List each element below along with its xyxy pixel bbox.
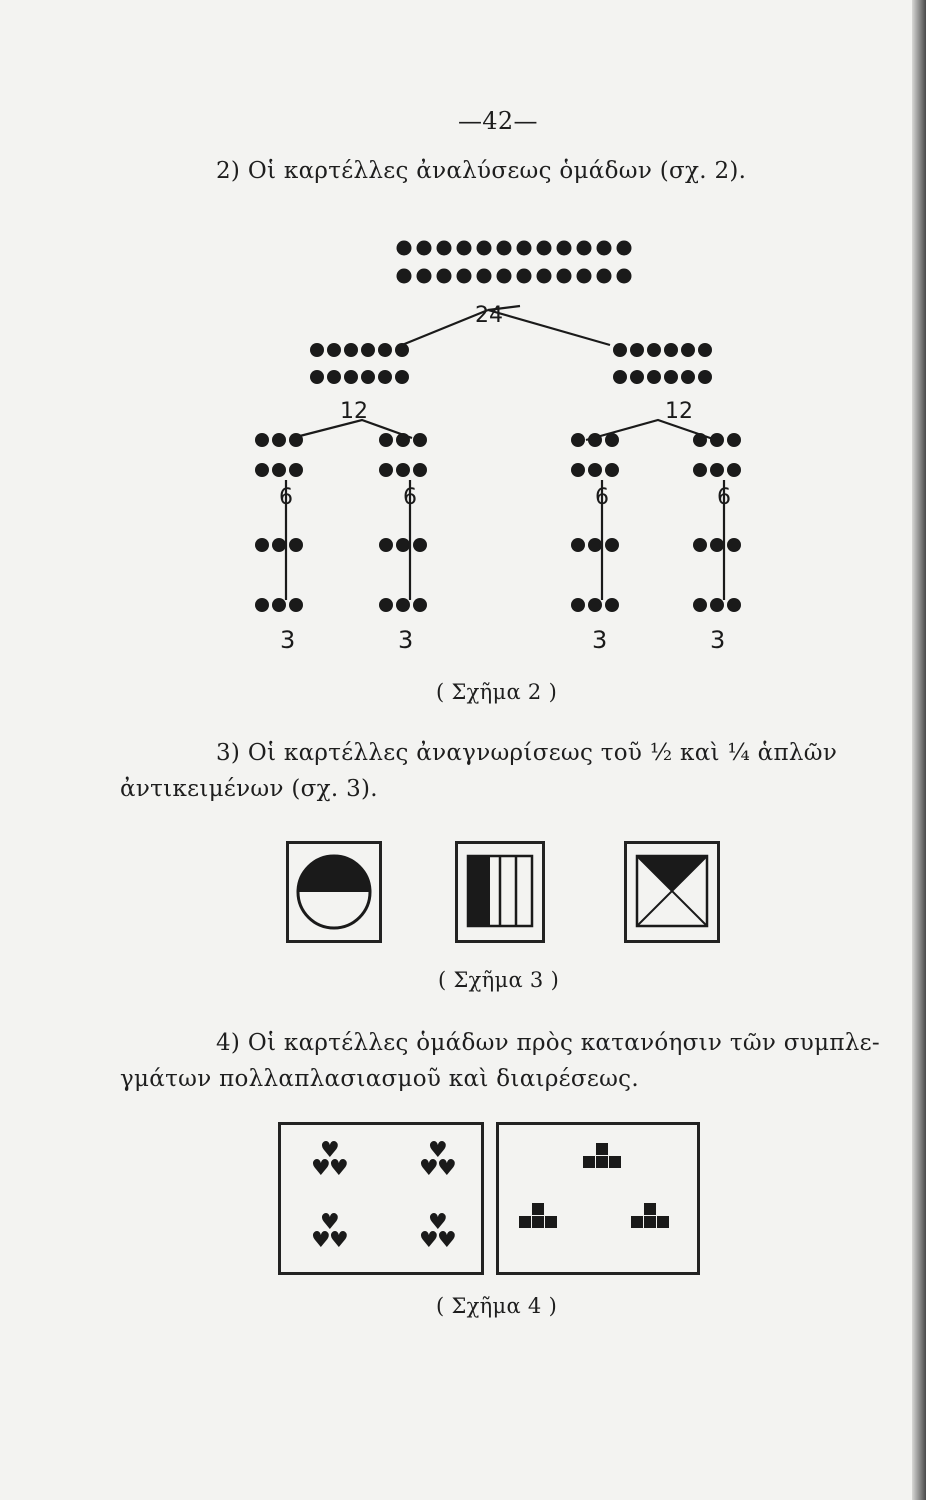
block-icon bbox=[545, 1216, 557, 1228]
dot bbox=[497, 269, 512, 284]
quarter-square-icon bbox=[627, 844, 717, 940]
block-icon bbox=[596, 1143, 608, 1155]
label-12-left: 12 bbox=[340, 399, 368, 424]
dot bbox=[647, 370, 661, 384]
label-3-c: 3 bbox=[592, 626, 608, 654]
section-4-line-1: 4) Οἱ καρτέλλες ὁμάδων πρὸς κατανόησιν τῶν συμπλε- bbox=[216, 1030, 880, 1056]
heart-icon: ♥ bbox=[329, 1156, 349, 1181]
dot bbox=[577, 241, 592, 256]
dot bbox=[413, 598, 427, 612]
dot bbox=[557, 241, 572, 256]
dot bbox=[517, 241, 532, 256]
dot bbox=[413, 538, 427, 552]
label-6-b: 6 bbox=[403, 485, 417, 510]
heart-icon: ♥ bbox=[320, 1210, 340, 1235]
quarter-bars-icon bbox=[458, 844, 542, 940]
page-number: —42— bbox=[458, 107, 538, 135]
heart-icon: ♥ bbox=[419, 1228, 439, 1253]
dot bbox=[272, 433, 286, 447]
dot bbox=[379, 598, 393, 612]
dot bbox=[605, 538, 619, 552]
figure-3-caption: ( Σχῆμα 3 ) bbox=[438, 968, 560, 992]
heart-icon: ♥ bbox=[437, 1156, 457, 1181]
dot bbox=[557, 269, 572, 284]
dot bbox=[272, 598, 286, 612]
label-6-a: 6 bbox=[279, 485, 293, 510]
heart-icon: ♥ bbox=[311, 1228, 331, 1253]
block-icon bbox=[532, 1203, 544, 1215]
dot bbox=[289, 538, 303, 552]
dot bbox=[693, 463, 707, 477]
dot bbox=[413, 463, 427, 477]
block-icon bbox=[596, 1156, 608, 1168]
block-icon bbox=[631, 1216, 643, 1228]
dot bbox=[396, 463, 410, 477]
dot bbox=[617, 269, 632, 284]
dot bbox=[727, 463, 741, 477]
dot bbox=[710, 433, 724, 447]
heart-icon: ♥ bbox=[437, 1228, 457, 1253]
dot bbox=[361, 343, 375, 357]
dot bbox=[310, 343, 324, 357]
label-12-right: 12 bbox=[665, 399, 693, 424]
dot bbox=[378, 370, 392, 384]
dot bbox=[396, 538, 410, 552]
dot bbox=[289, 598, 303, 612]
dot bbox=[397, 241, 412, 256]
heart-icon: ♥ bbox=[320, 1138, 340, 1163]
dot bbox=[289, 463, 303, 477]
dot bbox=[310, 370, 324, 384]
dot bbox=[571, 433, 585, 447]
half-circle-icon bbox=[289, 844, 379, 940]
dot bbox=[577, 269, 592, 284]
dot bbox=[437, 269, 452, 284]
dot bbox=[255, 538, 269, 552]
dot bbox=[605, 598, 619, 612]
dot bbox=[361, 370, 375, 384]
dot bbox=[647, 343, 661, 357]
dot bbox=[417, 269, 432, 284]
dot bbox=[396, 598, 410, 612]
section-3-line-2: ἀντικειμένων (σχ. 3). bbox=[120, 776, 378, 802]
block-icon bbox=[657, 1216, 669, 1228]
dot bbox=[537, 241, 552, 256]
section-4-line-2: γμάτων πολλαπλασιασμοῦ καὶ διαιρέσεως. bbox=[120, 1066, 639, 1092]
label-24: 24 bbox=[475, 303, 503, 328]
dot bbox=[379, 433, 393, 447]
dot bbox=[613, 343, 627, 357]
heart-groups bbox=[281, 1125, 481, 1272]
dot bbox=[630, 370, 644, 384]
dot bbox=[477, 241, 492, 256]
dot bbox=[588, 598, 602, 612]
dot bbox=[597, 241, 612, 256]
dot bbox=[630, 343, 644, 357]
dot bbox=[378, 343, 392, 357]
dot bbox=[395, 370, 409, 384]
dot bbox=[417, 241, 432, 256]
dot bbox=[344, 343, 358, 357]
dot bbox=[255, 463, 269, 477]
card-block-groups bbox=[496, 1122, 700, 1275]
dot bbox=[588, 538, 602, 552]
label-6-c: 6 bbox=[595, 485, 609, 510]
dot bbox=[344, 370, 358, 384]
dot bbox=[597, 269, 612, 284]
dot bbox=[571, 598, 585, 612]
dot bbox=[437, 241, 452, 256]
dot bbox=[698, 343, 712, 357]
label-3-a: 3 bbox=[280, 626, 296, 654]
dot bbox=[664, 370, 678, 384]
dot bbox=[497, 241, 512, 256]
section-3-line-1: 3) Οἱ καρτέλλες ἀναγνωρίσεως τοῦ ½ καὶ ¼ ἁπλῶν bbox=[216, 740, 838, 766]
dot bbox=[693, 598, 707, 612]
dot bbox=[613, 370, 627, 384]
block-icon bbox=[644, 1203, 656, 1215]
dot bbox=[681, 370, 695, 384]
label-3-d: 3 bbox=[710, 626, 726, 654]
dot bbox=[710, 463, 724, 477]
dot bbox=[457, 269, 472, 284]
dot bbox=[255, 433, 269, 447]
dot bbox=[272, 538, 286, 552]
figure-2-dots bbox=[255, 241, 741, 613]
block-icon bbox=[609, 1156, 621, 1168]
label-3-b: 3 bbox=[398, 626, 414, 654]
dot bbox=[397, 269, 412, 284]
heart-icon: ♥ bbox=[329, 1228, 349, 1253]
dot bbox=[588, 463, 602, 477]
dot bbox=[457, 241, 472, 256]
dot bbox=[327, 343, 341, 357]
dot bbox=[272, 463, 286, 477]
block-icon bbox=[644, 1216, 656, 1228]
dot bbox=[664, 343, 678, 357]
dot bbox=[537, 269, 552, 284]
dot bbox=[477, 269, 492, 284]
dot bbox=[327, 370, 341, 384]
dot bbox=[710, 538, 724, 552]
dot bbox=[727, 598, 741, 612]
dot bbox=[617, 241, 632, 256]
figure-4-caption: ( Σχῆμα 4 ) bbox=[436, 1294, 558, 1318]
dot bbox=[413, 433, 427, 447]
card-quarter-bars bbox=[455, 841, 545, 943]
dot bbox=[698, 370, 712, 384]
card-heart-groups bbox=[278, 1122, 484, 1275]
heart-icon: ♥ bbox=[419, 1156, 439, 1181]
dot bbox=[379, 463, 393, 477]
dot bbox=[255, 598, 269, 612]
card-quarter-square bbox=[624, 841, 720, 943]
dot bbox=[693, 538, 707, 552]
dot bbox=[395, 343, 409, 357]
heart-icon: ♥ bbox=[428, 1138, 448, 1163]
dot bbox=[379, 538, 393, 552]
heart-icon: ♥ bbox=[311, 1156, 331, 1181]
block-groups bbox=[499, 1125, 697, 1272]
block-icon bbox=[532, 1216, 544, 1228]
dot bbox=[727, 433, 741, 447]
section-2-heading: 2) Οἱ καρτέλλες ἀναλύσεως ὁμάδων (σχ. 2). bbox=[216, 158, 747, 184]
card-half-circle bbox=[286, 841, 382, 943]
dot bbox=[571, 463, 585, 477]
label-6-d: 6 bbox=[717, 485, 731, 510]
block-icon bbox=[583, 1156, 595, 1168]
dot bbox=[605, 463, 619, 477]
dot bbox=[517, 269, 532, 284]
dot bbox=[727, 538, 741, 552]
dot bbox=[681, 343, 695, 357]
dot bbox=[710, 598, 724, 612]
dot bbox=[571, 538, 585, 552]
figure-2-dot-tree bbox=[0, 0, 926, 700]
heart-icon: ♥ bbox=[428, 1210, 448, 1235]
block-icon bbox=[519, 1216, 531, 1228]
figure-2-caption: ( Σχῆμα 2 ) bbox=[436, 680, 558, 704]
